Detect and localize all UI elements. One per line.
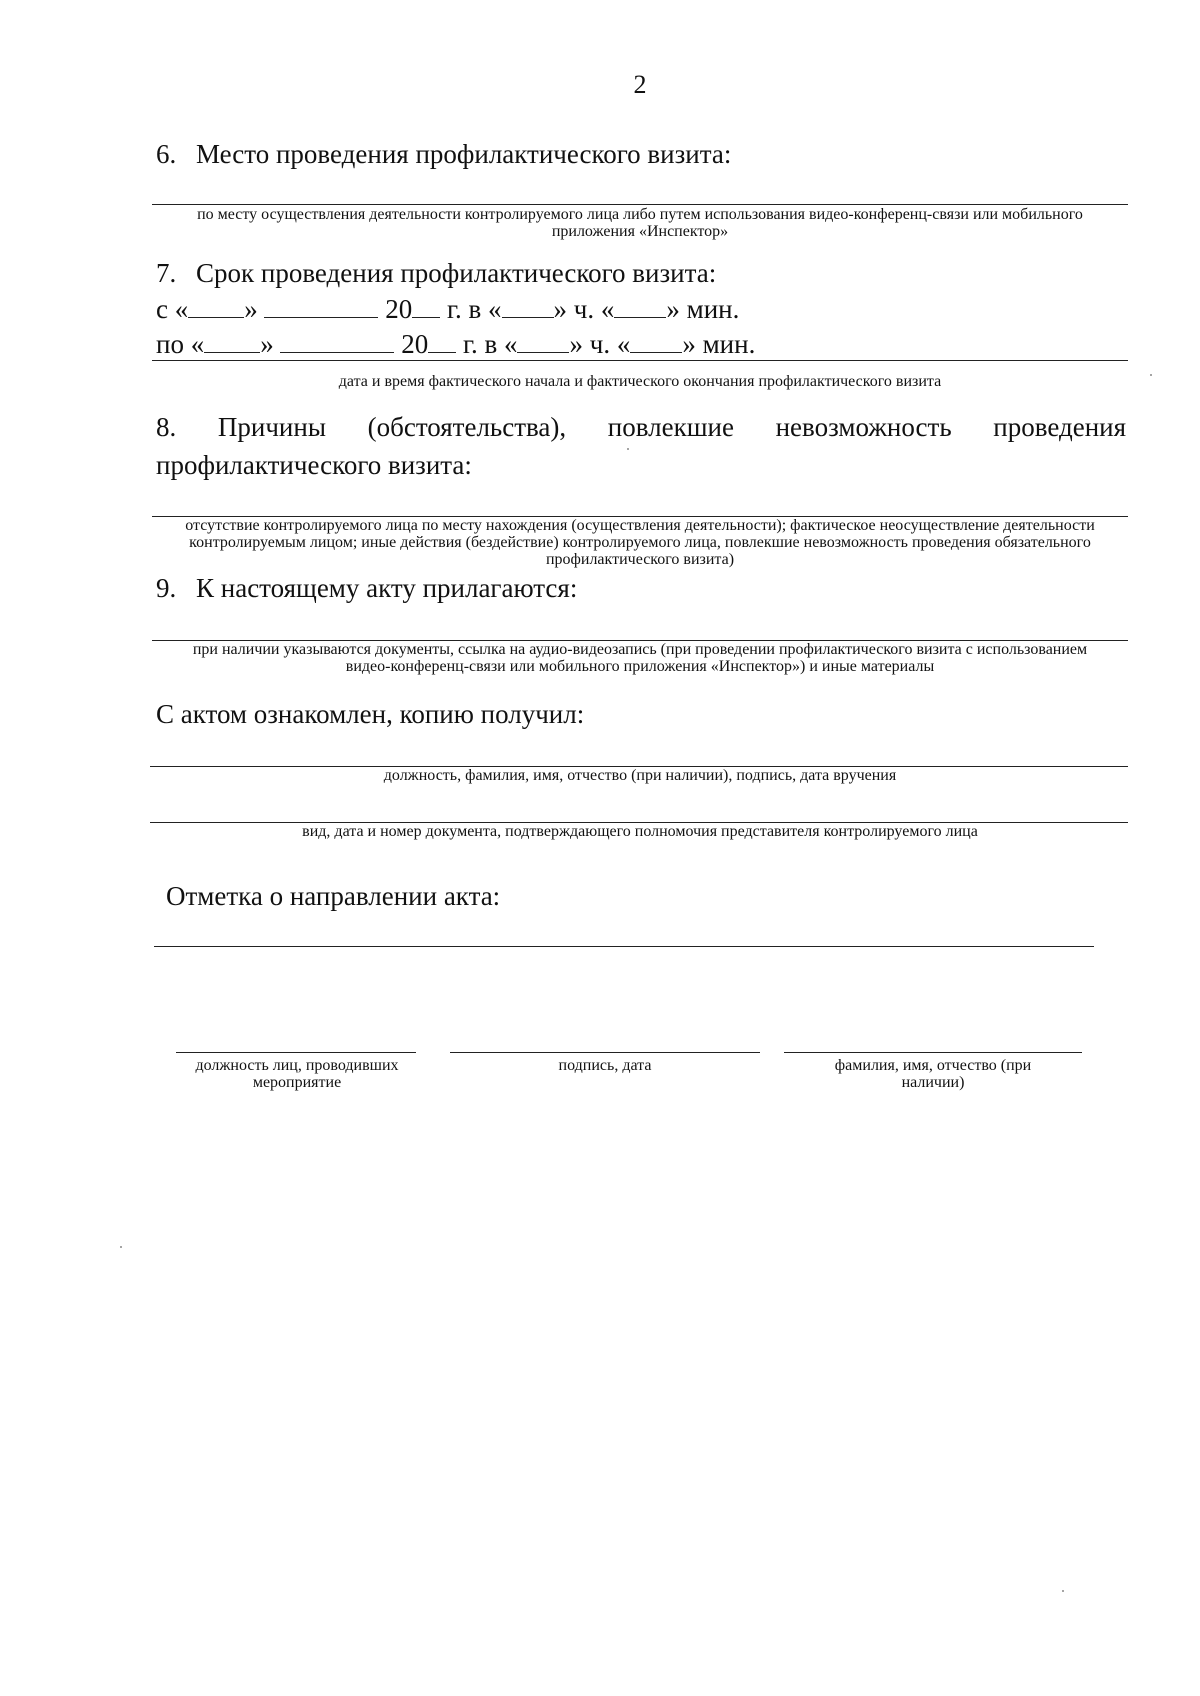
to-year-blank [428,330,456,353]
dispatch-fill-line [154,946,1094,947]
date-from-line: с « » 20 г. в « » ч. « » мин. [156,294,740,324]
from-day-blank [188,295,244,318]
signature-sign-line [450,1052,760,1053]
section-9-title: К настоящему акту прилагаются: [196,573,578,603]
name-sign-line [784,1052,1082,1053]
signature-label: подпись, дата [558,1057,652,1074]
from-hour-blank [502,295,554,318]
section-7-number: 7. [156,258,177,288]
section-6-note: по месту осуществления деятельности контролируемого лица либо путем использования видео-конференц-связи или мобильного приложения «Инспектор» [197,206,1083,240]
to-hour-blank [517,330,569,353]
section-9-number: 9. [156,573,177,603]
section-8-note: отсутствие контролируемого лица по месту нахождения (осуществления деятельности); фактическое неосуществление деятельности контролируемым лицом; иные действия (бездействие) контролируемого лица, повлекшие невозможность проведения обязательного профилактического визита) [185,517,1095,568]
acquaint-heading: С актом ознакомлен, копию получил: [156,699,585,729]
section-6-heading [156,136,731,172]
section-7-note: дата и время фактического начала и фактического окончания профилактического визита [338,373,942,390]
scan-speck [627,448,629,450]
section-8-line-2: профилактического визита: [156,450,472,480]
to-day-blank [204,330,260,353]
section-9-note: при наличии указываются документы, ссылка на аудио-видеозапись (при проведении профилактического визита с использованием видео-конференц-связи или мобильного приложения «Инспектор») и иные материалы [192,641,1088,675]
acquaint-note-2: вид, дата и номер документа, подтверждающего полномочия представителя контролируемого лица [302,823,978,840]
section-7-fill-line [152,360,1128,361]
page-number: 2 [633,70,647,99]
section-7-title: Срок проведения профилактического визита: [196,258,717,288]
position-sign-line [176,1052,416,1053]
scan-speck [1062,1590,1064,1592]
section-7-heading [156,255,716,291]
section-6-fill-line [152,204,1128,205]
name-label: фамилия, имя, отчество (при наличии) [834,1057,1032,1091]
date-to-line: по « » 20 г. в « » ч. « » мин. [156,329,756,359]
section-8-paragraph [156,408,1126,484]
section-9-heading [156,570,577,606]
section-8-line-1: 8. Причины (обстоятельства), повлекшие невозможность проведения [156,412,1127,442]
scan-speck [120,1246,122,1248]
scan-speck [1150,374,1152,376]
from-minute-blank [614,295,666,318]
from-year-blank [412,295,440,318]
to-minute-blank [630,330,682,353]
acquaint-note-1: должность, фамилия, имя, отчество (при наличии), подпись, дата вручения [383,767,897,784]
to-month-blank [280,330,394,353]
position-label: должность лиц, проводивших мероприятие [195,1057,399,1091]
section-6-title: Место проведения профилактического визита: [196,139,732,169]
dispatch-heading: Отметка о направлении акта: [166,881,501,911]
section-6-number: 6. [156,139,177,169]
from-month-blank [264,295,378,318]
